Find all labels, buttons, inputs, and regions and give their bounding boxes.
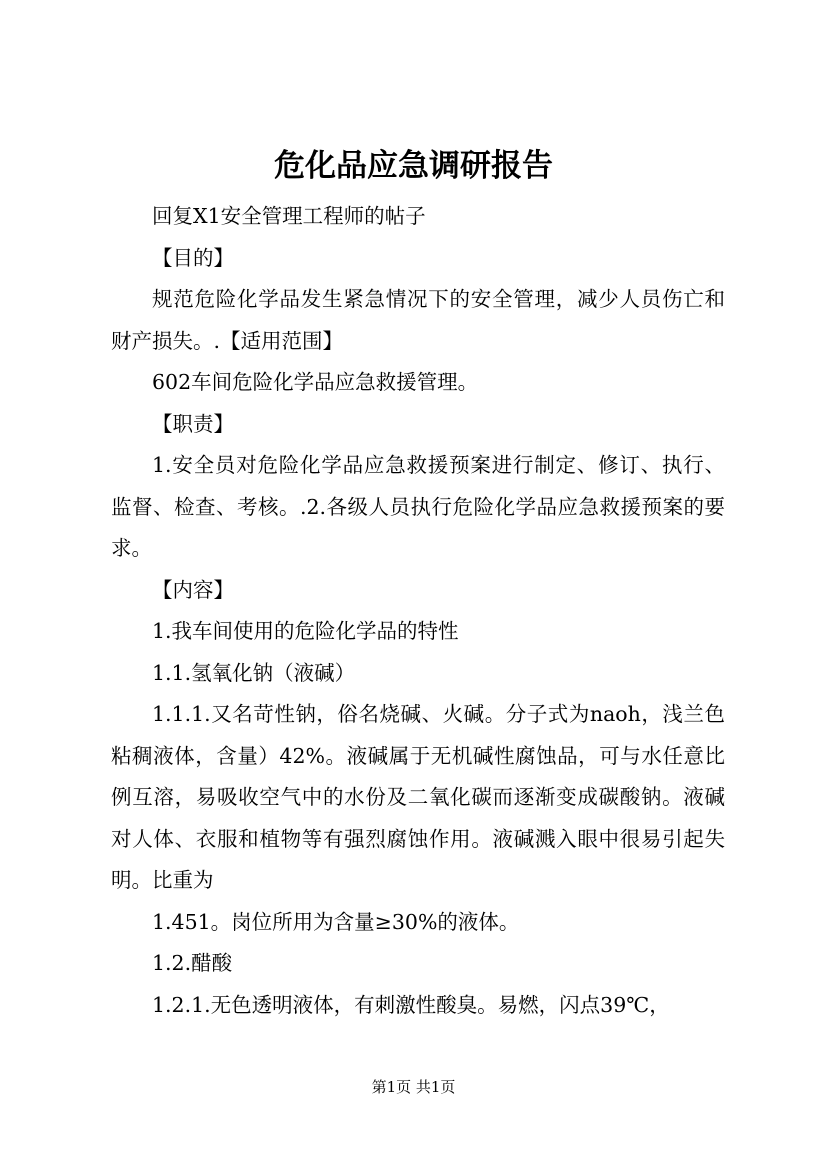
paragraph: 1.安全员对危险化学品应急救援预案进行制定、修订、执行、监督、检查、考核。.2.各级人员执行危险化学品应急救援预案的要求。 (111, 453, 725, 560)
paragraph: 1.451。岗位所用为含量≥30%的液体。 (152, 909, 520, 934)
paragraph: 回复X1安全管理工程师的帖子 (152, 204, 426, 228)
section-heading: 【职责】 (152, 411, 234, 436)
paragraph: 1.2.醋酸 (152, 951, 233, 975)
document-title: 危化品应急调研报告 (274, 148, 553, 184)
paragraph: 规范危险化学品发生紧急情况下的安全管理，减少人员伤亡和财产损失。.【适用范围】 (111, 287, 725, 353)
paragraph: 1.1.1.又名苛性钠，俗名烧碱、火碱。分子式为naoh，浅兰色粘稠液体，含量）42%。液碱属于无机碱性腐蚀品，可与水任意比例互溶，易吸收空气中的水份及二氧化碳而逐渐变成碳酸钠。液碱对人体、衣服和植物等有强烈腐蚀作用。液碱溅入眼中很易引起失明。比重为 (111, 702, 725, 892)
paragraph: 1.我车间使用的危险化学品的特性 (152, 619, 459, 643)
section-heading: 【目的】 (152, 245, 234, 270)
section-heading: 【内容】 (152, 577, 234, 602)
paragraph: 1.1.氢氧化钠（液碱） (152, 660, 356, 685)
page-footer: 第1页 共1页 (371, 1078, 456, 1096)
document-body (111, 196, 725, 1026)
paragraph: 1.2.1.无色透明液体，有刺激性酸臭。易燃，闪点39℃， (152, 992, 670, 1017)
paragraph: 602车间危险化学品应急救援管理。 (152, 370, 479, 394)
